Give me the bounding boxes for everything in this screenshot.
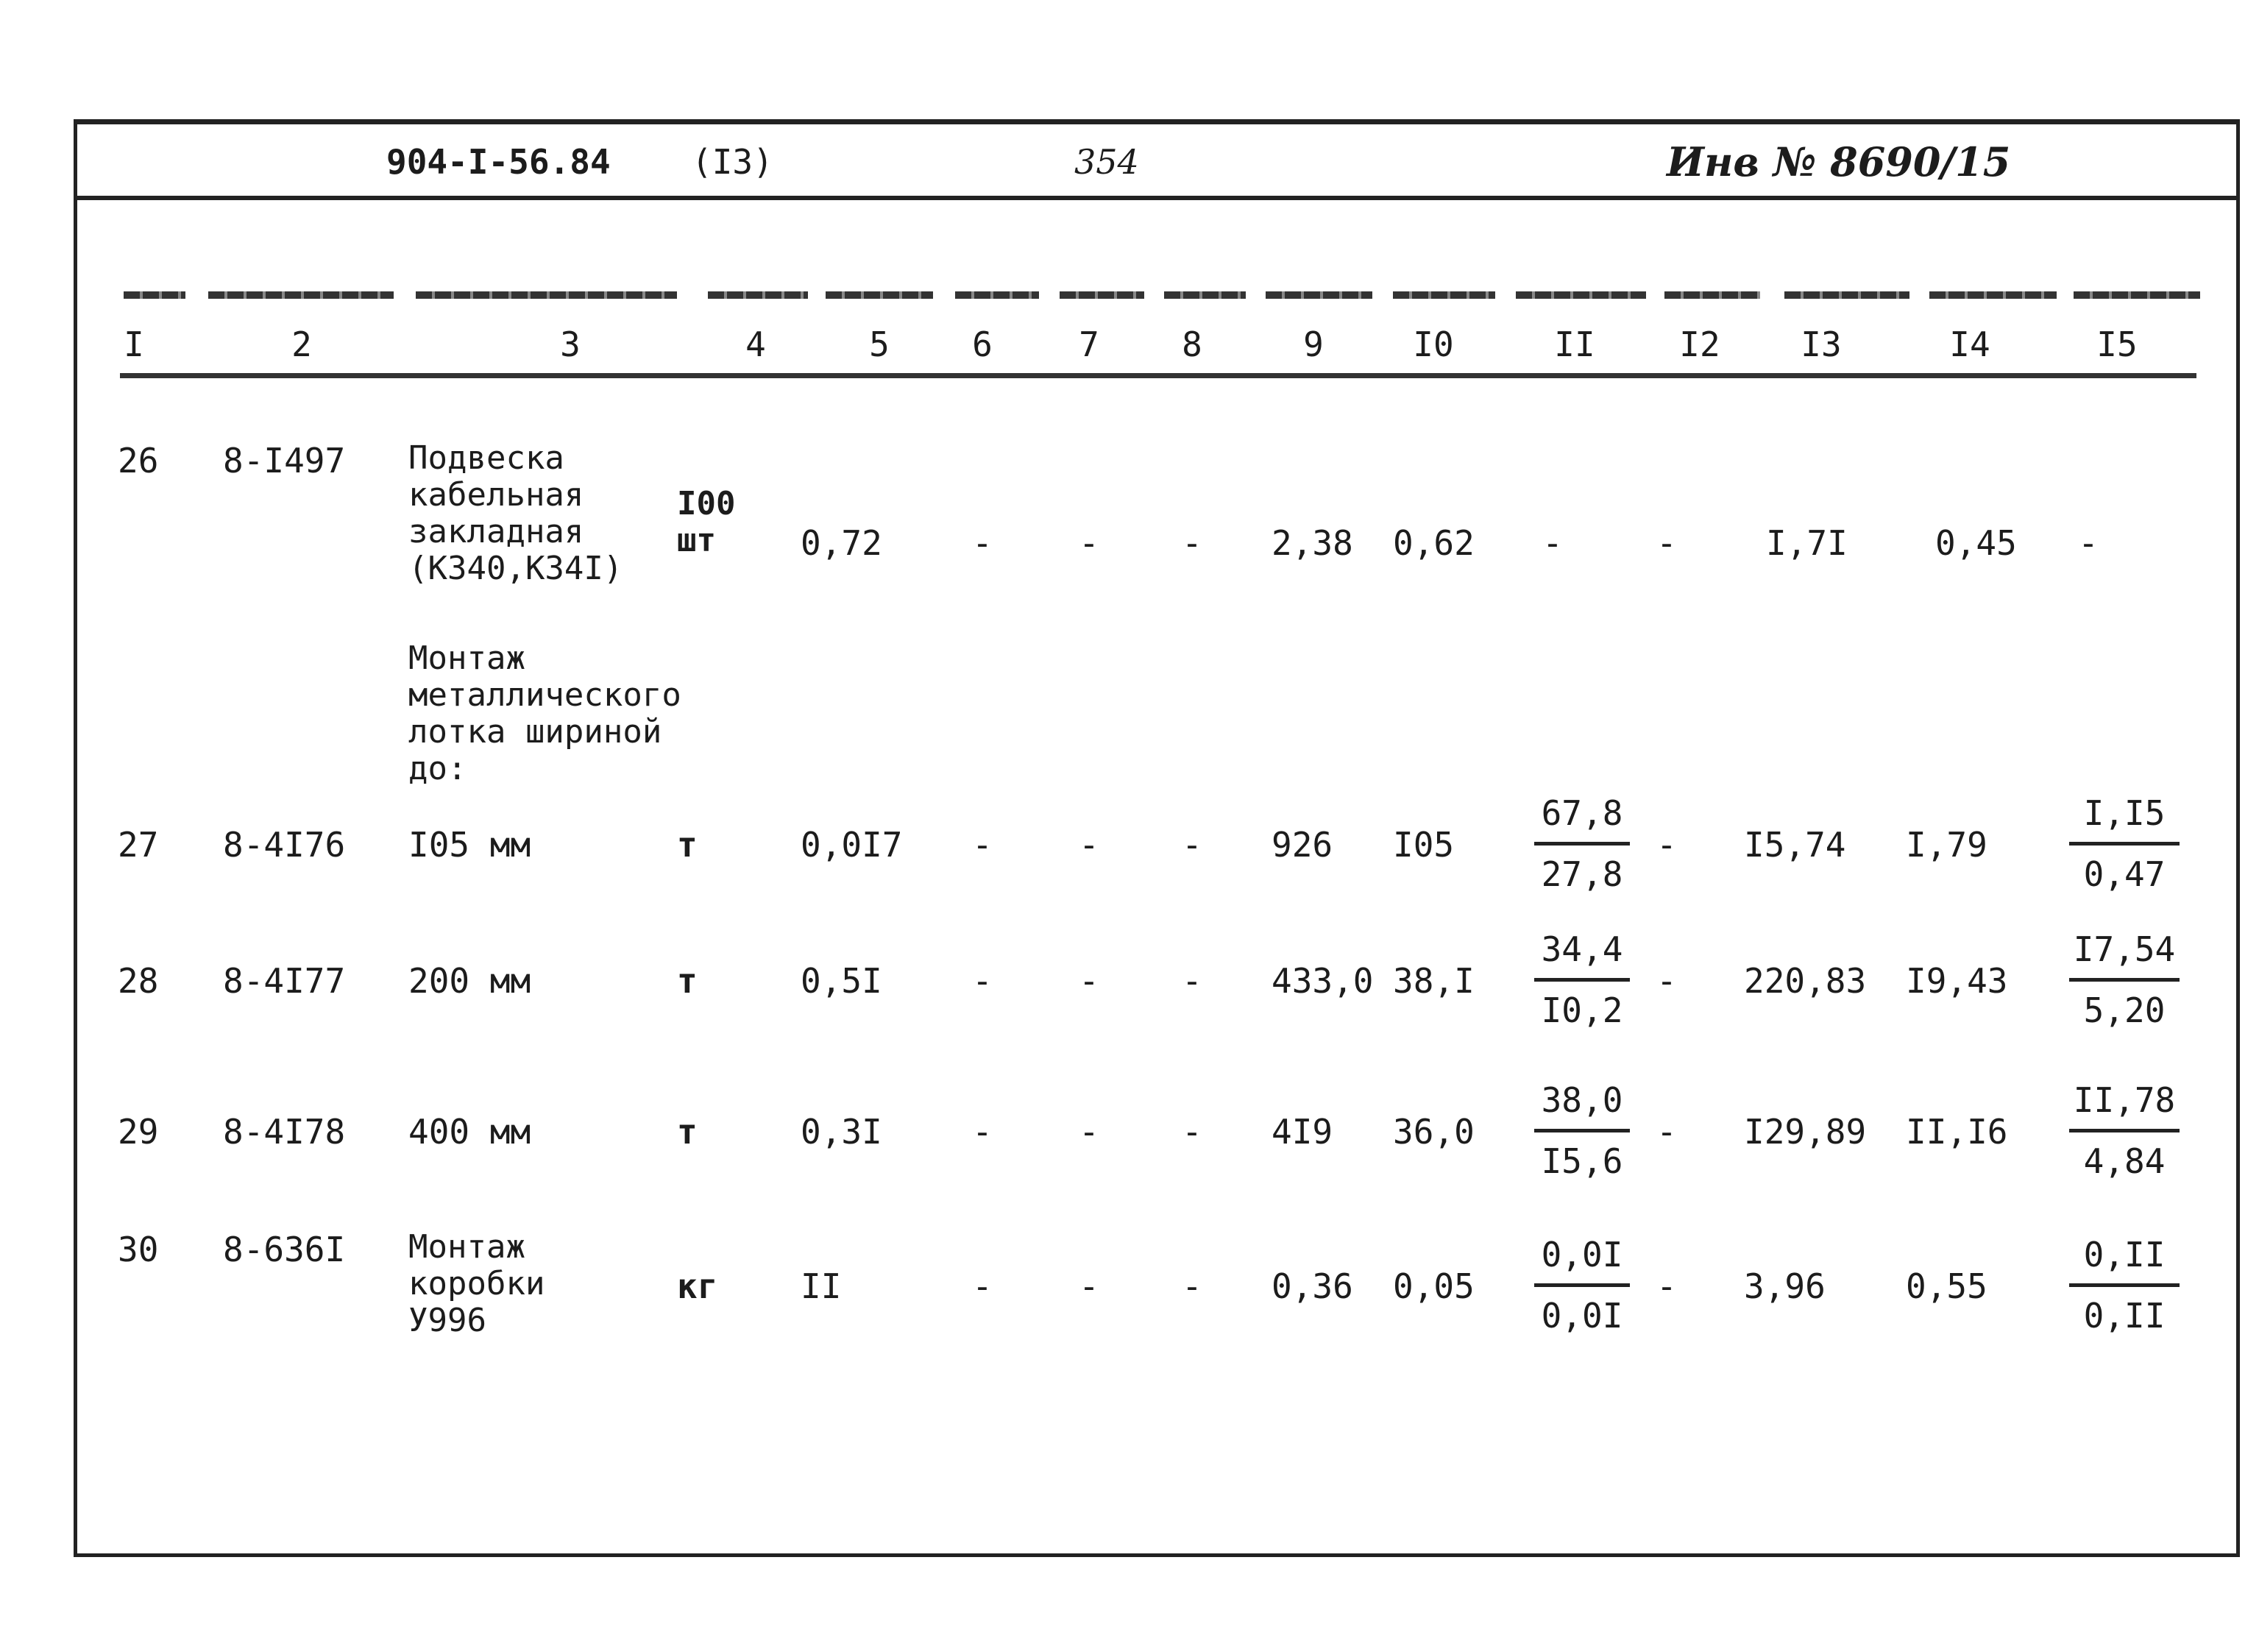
row-number: 28 [118,961,159,1001]
cell-col11-fraction-denominator: I0,2 [1541,990,1623,1030]
row-description: 400 мм [408,1112,531,1152]
cell-col9: 926 [1272,825,1333,865]
cell-col13: I5,74 [1744,825,1846,865]
cell-col10: I05 [1393,825,1455,865]
cell-col12: - [1656,1266,1677,1306]
cell-col12: - [1656,961,1677,1001]
cell-col8: - [1182,1112,1202,1152]
row-code: 8-4I76 [223,825,346,865]
cell-col7: - [1079,523,1099,563]
cell-col11-fraction-numerator: 34,4 [1541,929,1623,969]
column-dash-4 [708,291,808,299]
row-description: Монтаж коробки У996 [408,1228,545,1339]
cell-col15-fraction-numerator: I,I5 [2083,793,2166,833]
cell-col5: 0,72 [801,523,882,563]
cell-col11-fraction-numerator: 67,8 [1541,793,1623,833]
column-number-12: I2 [1679,325,1720,364]
cell-col14: 0,45 [1935,523,2017,563]
cell-col15-fraction-bar [2069,1283,2180,1287]
cell-col15-fraction-bar [2069,842,2180,846]
cell-col5: 0,3I [801,1112,882,1152]
cell-col8: - [1182,825,1202,865]
cell-col15-fraction-denominator: 0,II [2083,1296,2166,1336]
column-number-7: 7 [1079,325,1099,364]
cell-col15-fraction-denominator: 5,20 [2083,990,2166,1030]
sheet-number: (I3) [692,142,773,182]
cell-col13: I29,89 [1744,1112,1867,1152]
column-number-2: 2 [291,325,312,364]
column-dash-8 [1164,291,1246,299]
row-description: I05 мм [408,825,531,865]
column-dash-9 [1266,291,1372,299]
cell-col5: II [801,1266,842,1306]
cell-col10: 36,0 [1393,1112,1475,1152]
cell-col15-fraction [2069,931,2180,1029]
column-dash-2 [208,291,394,299]
row-number: 30 [118,1230,159,1269]
cell-col5: 0,5I [801,961,882,1001]
cell-col15-fraction [2069,1082,2180,1180]
cell-col14: II,I6 [1906,1112,2008,1152]
row-number: 27 [118,825,159,865]
cell-col11-fraction-numerator: 38,0 [1541,1080,1623,1120]
column-number-8: 8 [1182,325,1202,364]
cell-col15: - [2078,523,2099,563]
column-dash-1 [124,291,185,299]
cell-col15-fraction [2069,1236,2180,1334]
column-number-3: 3 [560,325,581,364]
group-heading: Монтаж металлического лотка шириной до: [408,639,681,787]
column-dash-12 [1664,291,1760,299]
cell-col8: - [1182,523,1202,563]
cell-col6: - [972,523,993,563]
column-number-10: I0 [1413,325,1454,364]
cell-col6: - [972,961,993,1001]
cell-col12: - [1656,1112,1677,1152]
row-unit: т [677,961,698,1001]
page-number: 354 [1074,142,1139,182]
cell-col15-fraction-numerator: II,78 [2073,1080,2176,1120]
cell-col13: I,7I [1766,523,1848,563]
cell-col13: 3,96 [1744,1266,1826,1306]
row-code: 8-I497 [223,441,346,481]
row-description: Подвеска кабельная закладная (К340,К34I) [408,439,623,587]
column-number-4: 4 [745,325,766,364]
row-code: 8-4I77 [223,961,346,1001]
column-number-6: 6 [972,325,993,364]
cell-col12: - [1656,825,1677,865]
cell-col10: 38,I [1393,961,1475,1001]
column-number-14: I4 [1949,325,1990,364]
column-number-9: 9 [1303,325,1324,364]
row-unit: кг [677,1266,718,1306]
row-unit: т [677,1112,698,1152]
cell-col15-fraction-denominator: 4,84 [2083,1141,2166,1181]
cell-col8: - [1182,1266,1202,1306]
column-number-5: 5 [869,325,890,364]
cell-col14: I9,43 [1906,961,2008,1001]
cell-col15-fraction-denominator: 0,47 [2083,854,2166,894]
cell-col11-fraction-denominator: I5,6 [1541,1141,1623,1181]
cell-col9: 2,38 [1272,523,1353,563]
row-number: 29 [118,1112,159,1152]
column-number-11: II [1554,325,1595,364]
cell-col14: 0,55 [1906,1266,1987,1306]
document-code: 904-I-56.84 [386,142,611,182]
row-description: 200 мм [408,961,531,1001]
cell-col15-fraction-bar [2069,1129,2180,1132]
cell-col6: - [972,825,993,865]
cell-col5: 0,0I7 [801,825,903,865]
cell-col14: I,79 [1906,825,1987,865]
cell-col15-fraction-bar [2069,978,2180,982]
cell-col9: 0,36 [1272,1266,1353,1306]
column-dash-15 [2074,291,2200,299]
cell-col9: 433,0 [1272,961,1374,1001]
column-dash-7 [1060,291,1144,299]
cell-col7: - [1079,1112,1099,1152]
cell-col11-fraction-numerator: 0,0I [1541,1235,1623,1275]
header-rule [120,373,2196,378]
cell-col7: - [1079,825,1099,865]
column-number-1: I [124,325,144,364]
cell-col13: 220,83 [1744,961,1867,1001]
cell-col11-fraction-denominator: 27,8 [1541,854,1623,894]
cell-col11-fraction-denominator: 0,0I [1541,1296,1623,1336]
column-dash-11 [1516,291,1646,299]
column-dash-3 [416,291,677,299]
cell-col9: 4I9 [1272,1112,1333,1152]
cell-col7: - [1079,961,1099,1001]
cell-col11: - [1542,523,1563,563]
cell-col8: - [1182,961,1202,1001]
column-dash-5 [826,291,933,299]
cell-col15-fraction [2069,795,2180,893]
cell-col6: - [972,1266,993,1306]
cell-col12: - [1656,523,1677,563]
header-divider [74,196,2240,200]
column-dash-14 [1929,291,2057,299]
cell-col10: 0,05 [1393,1266,1475,1306]
cell-col15-fraction-numerator: I7,54 [2073,929,2176,969]
inventory-number: Инв № 8690/15 [1667,138,2011,185]
row-unit: т [677,825,698,865]
column-dash-13 [1784,291,1909,299]
cell-col10: 0,62 [1393,523,1475,563]
row-number: 26 [118,441,159,481]
column-number-13: I3 [1801,325,1842,364]
row-code: 8-636I [223,1230,346,1269]
cell-col6: - [972,1112,993,1152]
row-unit: I00 шт [677,485,736,559]
column-dash-6 [955,291,1039,299]
row-code: 8-4I78 [223,1112,346,1152]
cell-col7: - [1079,1266,1099,1306]
column-number-15: I5 [2096,325,2138,364]
cell-col15-fraction-numerator: 0,II [2083,1235,2166,1275]
column-dash-10 [1393,291,1495,299]
